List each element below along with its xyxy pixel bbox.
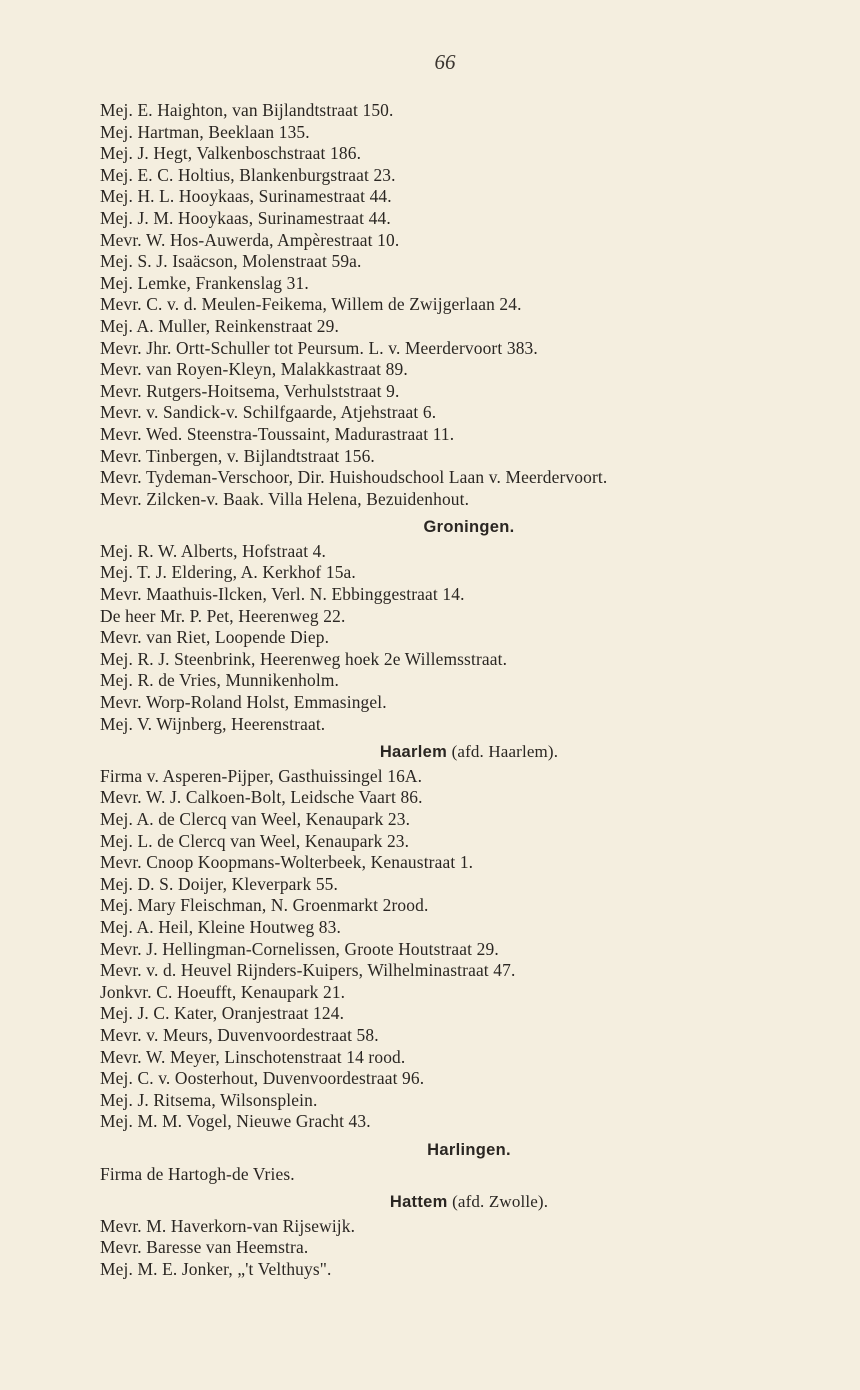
member-entry: Mevr. Worp-Roland Holst, Emmasingel. (100, 692, 387, 713)
member-entry: De heer Mr. P. Pet, Heerenweg 22. (100, 605, 346, 626)
member-entry: Mej. J. Hegt, Valkenboschstraat 186. (100, 143, 362, 164)
member-entry: Mej. Lemke, Frankenslag 31. (100, 272, 309, 293)
member-entry: Mej. C. v. Oosterhout, Duvenvoordestraat 96. (100, 1068, 425, 1089)
member-entry: Mej. Hartman, Beeklaan 135. (100, 121, 310, 142)
member-entry: Mej. V. Wijnberg, Heerenstraat. (100, 713, 326, 734)
member-entry: Mevr. C. v. d. Meulen-Feikema, Willem de Zwijgerlaan 24. (100, 294, 522, 315)
section-city: Groningen. (423, 518, 515, 537)
section-city: Harlingen. (427, 1140, 511, 1159)
member-list (100, 100, 820, 1280)
member-entry: Mej. A. Muller, Reinkenstraat 29. (100, 315, 339, 336)
member-entry: Jonkvr. C. Hoeufft, Kenaupark 21. (100, 981, 346, 1002)
member-entry: Mevr. Wed. Steenstra-Toussaint, Madurastraat 11. (100, 423, 455, 444)
member-entry: Mej. J. Ritsema, Wilsonsplein. (100, 1089, 318, 1110)
section-heading (100, 1139, 820, 1162)
member-entry: Mej. E. C. Holtius, Blankenburgstraat 23. (100, 164, 396, 185)
member-entry: Mej. J. M. Hooykaas, Surinamestraat 44. (100, 207, 391, 228)
member-entry: Mej. R. W. Alberts, Hofstraat 4. (100, 540, 327, 561)
member-entry: Mevr. W. Hos-Auwerda, Ampèrestraat 10. (100, 229, 400, 250)
member-entry: Mevr. Cnoop Koopmans-Wolterbeek, Kenaustraat 1. (100, 852, 474, 873)
member-entry: Mej. M. E. Jonker, „'t Velthuys". (100, 1258, 332, 1279)
member-entry: Mevr. Rutgers-Hoitsema, Verhulststraat 9. (100, 380, 400, 401)
member-entry: Mevr. v. Sandick-v. Schilfgaarde, Atjehstraat 6. (100, 402, 437, 423)
section-heading (100, 516, 820, 539)
member-entry: Firma v. Asperen-Pijper, Gasthuissingel 16A. (100, 765, 423, 786)
member-entry: Mej. A. Heil, Kleine Houtweg 83. (100, 916, 341, 937)
member-entry: Mej. T. J. Eldering, A. Kerkhof 15a. (100, 562, 356, 583)
member-entry: Mej. L. de Clercq van Weel, Kenaupark 23. (100, 830, 410, 851)
member-entry: Mej. D. S. Doijer, Kleverpark 55. (100, 873, 339, 894)
member-entry: Mevr. Zilcken-v. Baak. Villa Helena, Bezuidenhout. (100, 488, 470, 509)
section-subtitle: (afd. Haarlem). (451, 742, 559, 762)
member-entry: Mej. H. L. Hooykaas, Surinamestraat 44. (100, 186, 392, 207)
member-entry: Mevr. van Royen-Kleyn, Malakkastraat 89. (100, 359, 408, 380)
page-number: 66 (434, 50, 456, 74)
member-entry: Mej. E. Haighton, van Bijlandtstraat 150. (100, 100, 394, 120)
member-entry: Mej. Mary Fleischman, N. Groenmarkt 2rood. (100, 895, 429, 916)
member-entry: Mevr. v. d. Heuvel Rijnders-Kuipers, Wilhelminastraat 47. (100, 960, 516, 981)
member-entry: Mej. J. C. Kater, Oranjestraat 124. (100, 1003, 345, 1024)
section-city: Haarlem (379, 743, 448, 762)
member-entry: Mevr. Maathuis-Ilcken, Verl. N. Ebbinggestraat 14. (100, 584, 465, 605)
member-entry: Mej. A. de Clercq van Weel, Kenaupark 23. (100, 809, 411, 829)
member-entry: Mej. R. J. Steenbrink, Heerenweg hoek 2e Willemsstraat. (100, 648, 508, 669)
member-entry: Mevr. Baresse van Heemstra. (100, 1237, 309, 1258)
member-entry: Mevr. van Riet, Loopende Diep. (100, 627, 330, 648)
member-entry: Mevr. Tydeman-Verschoor, Dir. Huishoudschool Laan v. Meerdervoort. (100, 467, 608, 488)
section-heading (100, 1191, 820, 1214)
section-subtitle: (afd. Zwolle). (452, 1192, 549, 1212)
member-entry: Firma de Hartogh-de Vries. (100, 1163, 295, 1184)
member-entry: Mevr. Jhr. Ortt-Schuller tot Peursum. L. v. Meerdervoort 383. (100, 337, 538, 358)
section-heading (100, 741, 820, 764)
section-city: Hattem (389, 1193, 448, 1212)
member-entry: Mevr. W. Meyer, Linschotenstraat 14 rood. (100, 1046, 406, 1067)
member-entry: Mevr. v. Meurs, Duvenvoordestraat 58. (100, 1024, 379, 1045)
member-entry: Mej. R. de Vries, Munnikenholm. (100, 670, 340, 691)
member-entry: Mevr. J. Hellingman-Cornelissen, Groote Houtstraat 29. (100, 938, 499, 959)
member-entry: Mej. S. J. Isaäcson, Molenstraat 59a. (100, 251, 362, 272)
member-entry: Mevr. M. Haverkorn-van Rijsewijk. (100, 1215, 356, 1236)
member-entry: Mevr. W. J. Calkoen-Bolt, Leidsche Vaart 86. (100, 787, 423, 808)
member-entry: Mej. M. M. Vogel, Nieuwe Gracht 43. (100, 1111, 371, 1132)
member-entry: Mevr. Tinbergen, v. Bijlandtstraat 156. (100, 445, 375, 466)
